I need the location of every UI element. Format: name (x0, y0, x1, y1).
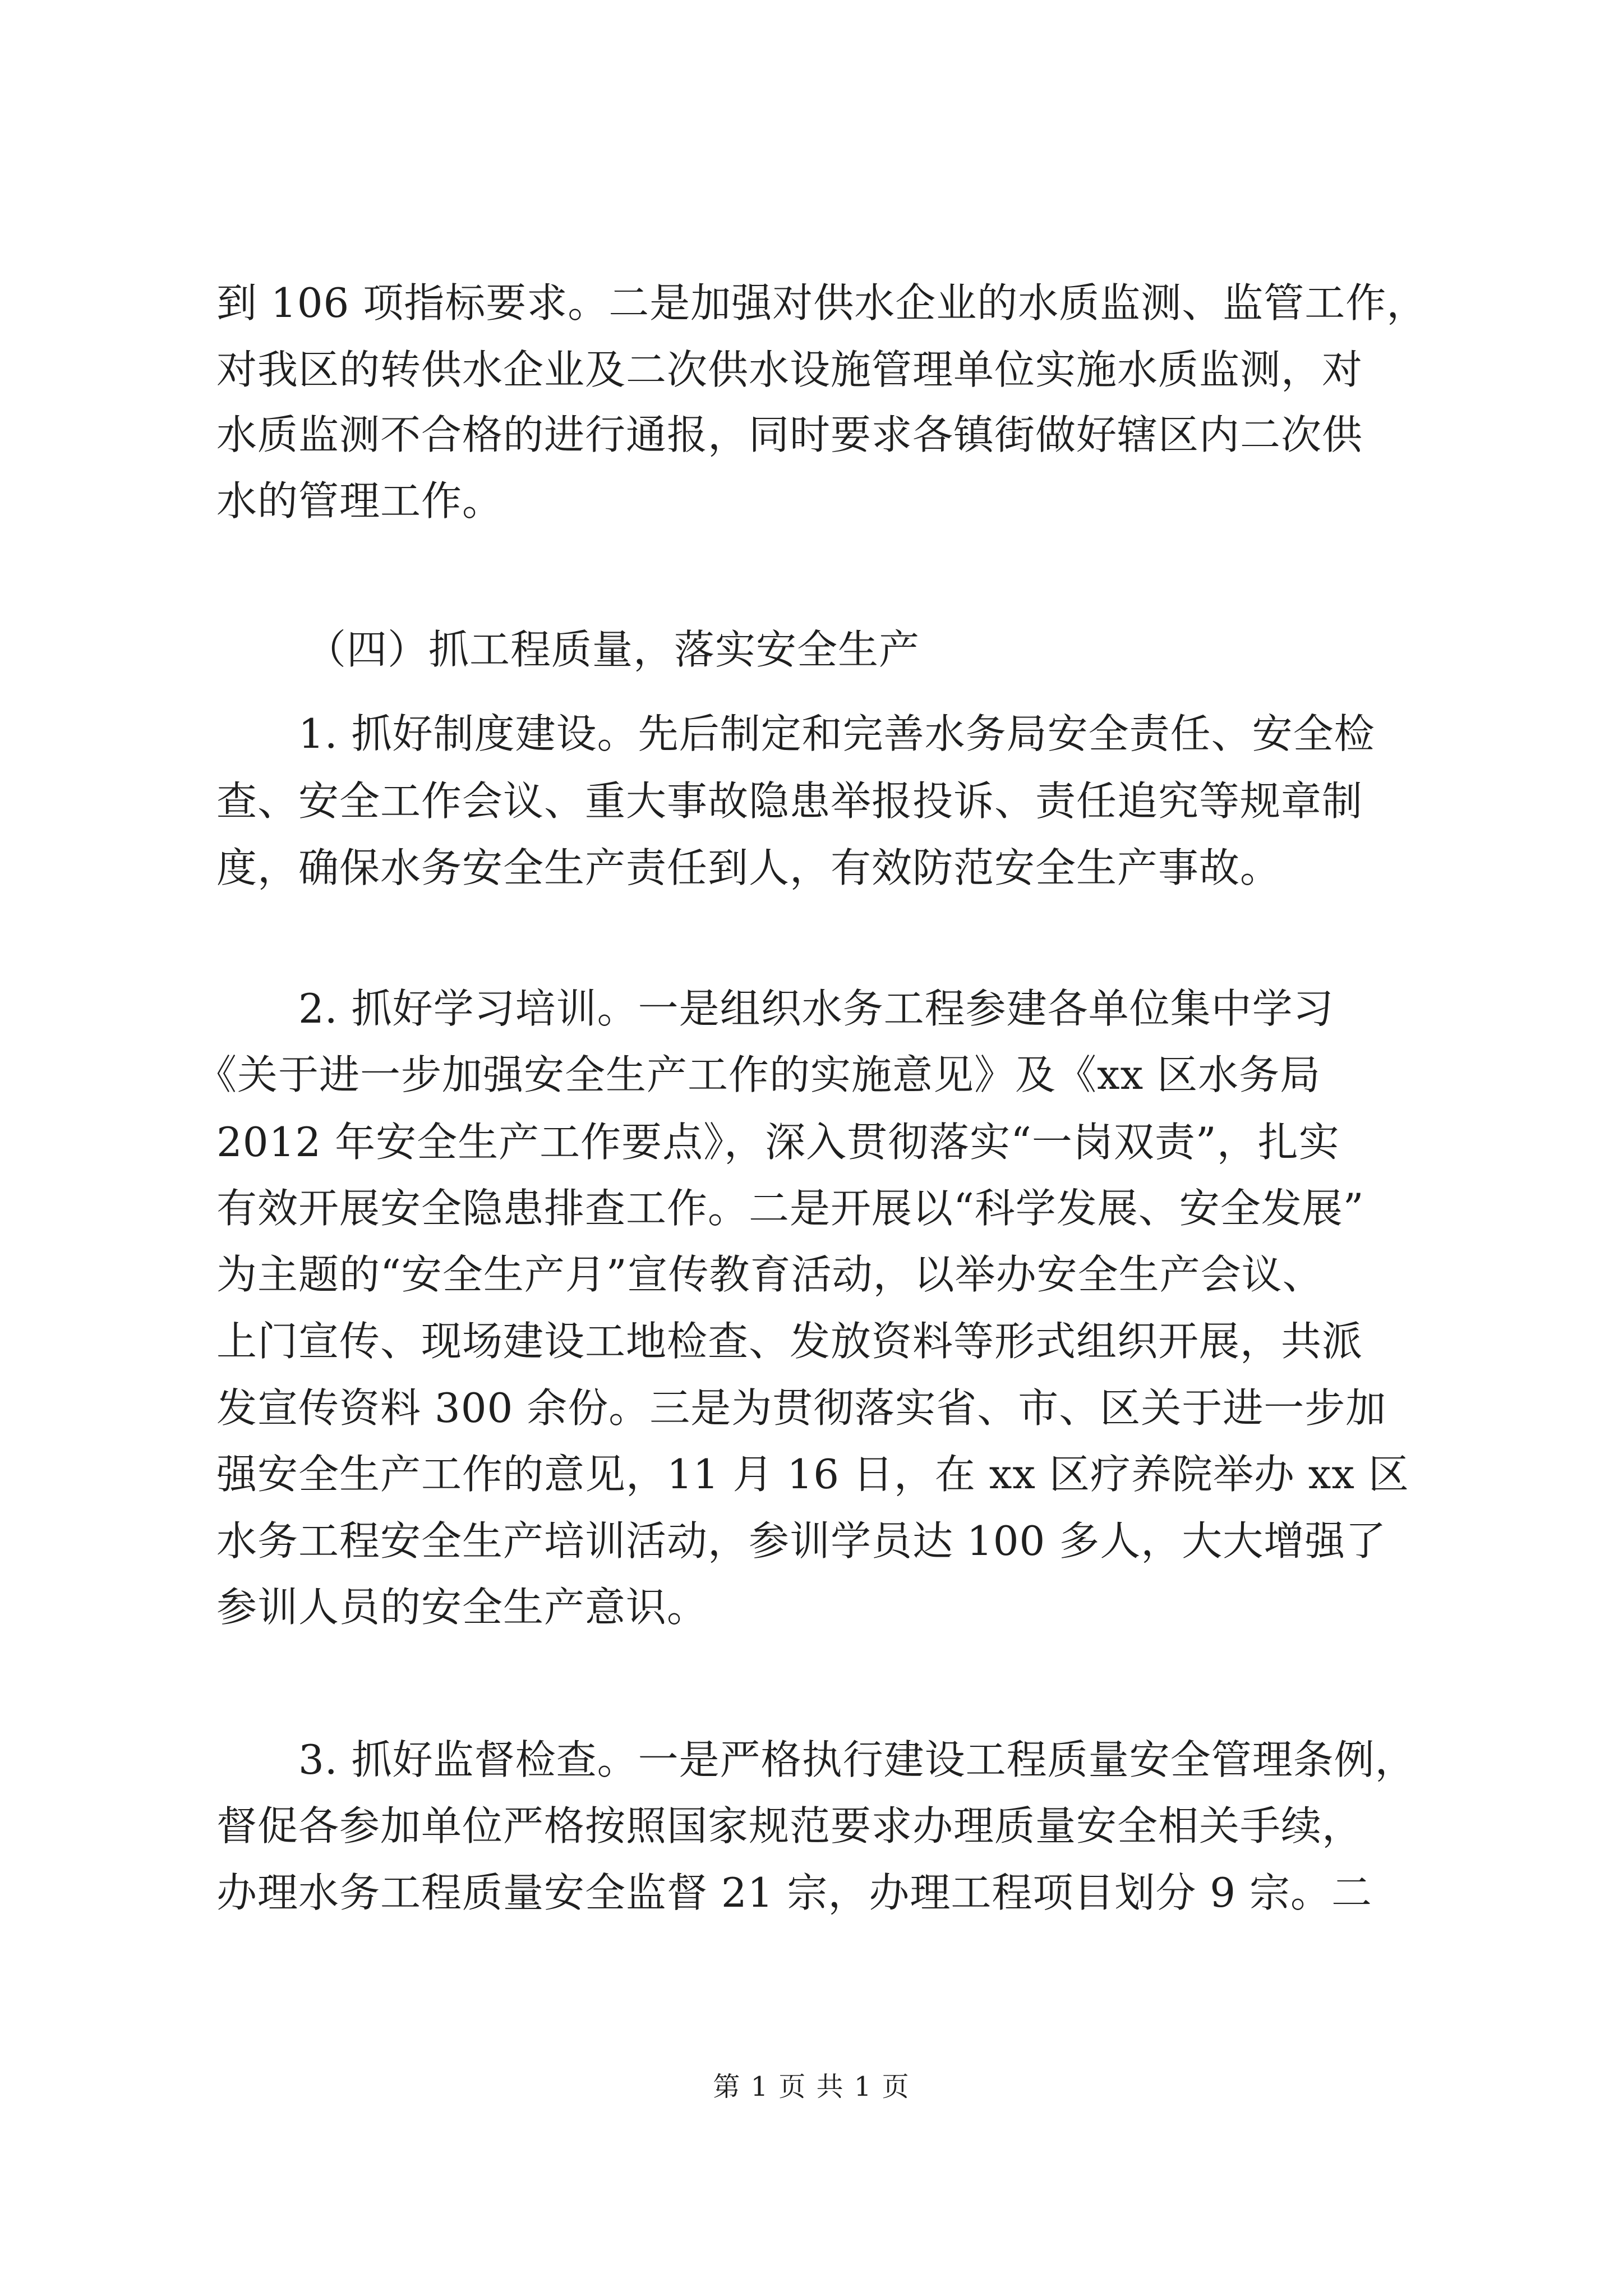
body-line: 有效开展安全隐患排查工作。二是开展以“科学发展、安全发展” (216, 1185, 1364, 1232)
body-line: 参训人员的安全生产意识。 (216, 1584, 708, 1631)
body-line: 到 106 项指标要求。二是加强对供水企业的水质监测、监管工作， (216, 279, 1428, 326)
body-line: 《关于进一步加强安全生产工作的实施意见》及《xx 区水务局 (196, 1051, 1321, 1098)
page-number-footer: 第 1 页 共 1 页 (713, 2071, 910, 2102)
body-line: 水务工程安全生产培训活动，参训学员达 100 多人，大大增强了 (216, 1517, 1387, 1565)
body-line: 上门宣传、现场建设工地检查、发放资料等形式组织开展，共派 (216, 1318, 1363, 1365)
body-line: 3. 抓好监督检查。一是严格执行建设工程质量安全管理条例， (298, 1736, 1416, 1783)
body-line: 强安全生产工作的意见，11 月 16 日，在 xx 区疗养院举办 xx 区 (216, 1451, 1409, 1498)
body-line: 水的管理工作。 (216, 477, 504, 524)
body-line: 为主题的“安全生产月”宣传教育活动，以举办安全生产会议、 (216, 1251, 1324, 1298)
body-line: 1. 抓好制度建设。先后制定和完善水务局安全责任、安全检 (298, 710, 1375, 757)
body-line: 2012 年安全生产工作要点》，深入贯彻落实“一岗双责”，扎实 (216, 1119, 1340, 1166)
body-line: 查、安全工作会议、重大事故隐患举报投诉、责任追究等规章制 (216, 777, 1363, 825)
body-line: 对我区的转供水企业及二次供水设施管理单位实施水质监测，对 (216, 346, 1363, 393)
body-line: 发宣传资料 300 余份。三是为贯彻落实省、市、区关于进一步加 (216, 1384, 1387, 1432)
body-line: 督促各参加单位严格按照国家规范要求办理质量安全相关手续， (216, 1802, 1363, 1849)
body-line: 水质监测不合格的进行通报，同时要求各镇街做好辖区内二次供 (216, 411, 1363, 458)
body-line: 度，确保水务安全生产责任到人，有效防范安全生产事故。 (216, 844, 1281, 891)
body-line: 2. 抓好学习培训。一是组织水务工程参建各单位集中学习 (298, 985, 1334, 1032)
body-line: 办理水务工程质量安全监督 21 宗，办理工程项目划分 9 宗。二 (216, 1869, 1372, 1916)
section-heading: （四）抓工程质量，落实安全生产 (306, 626, 920, 673)
